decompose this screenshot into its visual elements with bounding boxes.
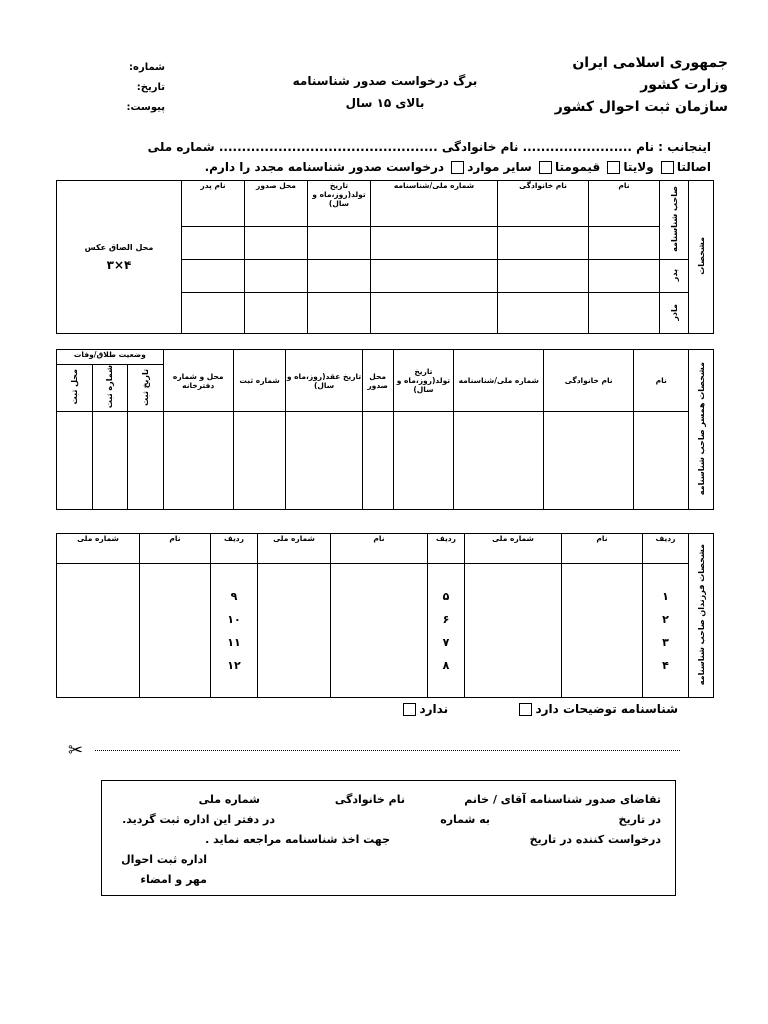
t2-status-date: تاریخ ثبت: [128, 365, 164, 412]
form-title: برگ درخواست صدور شناسنامه: [292, 74, 478, 88]
receipt-line2-b: به شماره: [440, 813, 490, 826]
t1-father-family[interactable]: [498, 260, 589, 293]
t1-header-family: نام خانوادگی: [498, 181, 589, 227]
table-spouse: [56, 349, 714, 510]
receipt-box: [101, 780, 676, 896]
receipt-line1-b: نام خانوادگی: [334, 793, 405, 806]
row-number: ۴: [662, 658, 669, 672]
t3-row-numbers-2: [428, 564, 465, 698]
notes-no-label: ندارد: [419, 702, 449, 716]
row-label-owner: صاحب شناسنامه: [660, 181, 689, 260]
notes-no-checkbox[interactable]: [403, 703, 416, 716]
t2-header-notary: محل و شماره دفترخانه: [163, 350, 233, 412]
t2-cell-reg-number[interactable]: [233, 412, 285, 510]
t1-header-id: شماره ملی/شناسنامه: [371, 181, 498, 227]
t3-names-3[interactable]: [140, 564, 211, 698]
t3-header-id-1: شماره ملی: [465, 534, 562, 564]
table2-section-label: مشخصات همسر صاحب شناسنامه: [696, 361, 706, 496]
photo-label: محل الصاق عکس: [84, 242, 154, 252]
opt-guardian-checkbox[interactable]: [607, 161, 620, 174]
t1-mother-id[interactable]: [371, 293, 498, 334]
applicant-line: اینجانب : نام ........................ نام خانوادگی ................................................ شماره ملی: [147, 140, 711, 154]
t2-cell-status-date[interactable]: [128, 412, 164, 510]
row-number: ۹: [230, 589, 238, 603]
t1-father-name[interactable]: [589, 260, 660, 293]
row-number: ۱۱: [227, 635, 241, 649]
t1-owner-name[interactable]: [589, 227, 660, 260]
t2-cell-status-place[interactable]: [57, 412, 93, 510]
t1-father-id[interactable]: [371, 260, 498, 293]
t3-names-2[interactable]: [331, 564, 428, 698]
request-type-line: [205, 160, 711, 174]
org-line-1: جمهوری اسلامی ایران: [572, 55, 728, 71]
t3-header-row-1: ردیف: [643, 534, 689, 564]
receipt-line3-b: جهت اخذ شناسنامه مراجعه نماید .: [205, 833, 390, 846]
t3-header-id-2: شماره ملی: [258, 534, 331, 564]
t3-header-name-3: نام: [140, 534, 211, 564]
table2-section-label-cell: [689, 350, 714, 510]
org-line-3: سازمان ثبت احوال کشور: [554, 99, 728, 115]
t2-cell-status-number[interactable]: [92, 412, 128, 510]
t2-status-place: محل ثبت: [57, 365, 93, 412]
t1-owner-issue-place[interactable]: [245, 227, 308, 260]
t3-header-name-1: نام: [562, 534, 643, 564]
opt-other-checkbox[interactable]: [451, 161, 464, 174]
t3-ids-1[interactable]: [465, 564, 562, 698]
opt-guardian-label: ولایتا: [623, 160, 654, 174]
receipt-line2-a: در تاریخ: [618, 813, 661, 826]
row-number: ۱۲: [227, 658, 241, 672]
t3-row-numbers-3: [211, 564, 258, 698]
t2-status-number: شماره ثبت: [92, 365, 128, 412]
row-label-father: پدر: [660, 260, 689, 293]
t1-owner-birthdate[interactable]: [308, 227, 371, 260]
t2-header-family: نام خانوادگی: [544, 350, 634, 412]
opt-self-checkbox[interactable]: [661, 161, 674, 174]
opt-self-label: اصالتا: [676, 160, 711, 174]
notes-line: [400, 702, 678, 716]
receipt-line2-c: در دفتر این اداره ثبت گردید.: [122, 813, 275, 826]
t1-owner-family[interactable]: [498, 227, 589, 260]
t1-mother-birthdate[interactable]: [308, 293, 371, 334]
t2-header-name: نام: [634, 350, 689, 412]
t3-header-id-3: شماره ملی: [57, 534, 140, 564]
t1-header-name: نام: [589, 181, 660, 227]
request-text: درخواست صدور شناسنامه مجدد را دارم.: [204, 160, 445, 174]
notes-label: شناسنامه توضیحات دارد: [535, 702, 678, 716]
t2-cell-issue-place[interactable]: [362, 412, 393, 510]
receipt-line1-a: تقاضای صدور شناسنامه آقای / خانم: [464, 793, 661, 806]
t2-header-status: وضعیت طلاق/وفات: [57, 350, 164, 365]
opt-other-label: سایر موارد: [467, 160, 532, 174]
scissors-icon: ✂: [68, 740, 84, 761]
opt-custodian-label: قیمومتا: [555, 160, 601, 174]
t1-mother-family[interactable]: [498, 293, 589, 334]
photo-size: ۴×۳: [106, 257, 132, 272]
row-number: ۶: [442, 612, 450, 626]
notes-yes-checkbox[interactable]: [519, 703, 532, 716]
table-children: [56, 533, 714, 698]
t1-header-issue-place: محل صدور: [245, 181, 308, 227]
row-number: ۳: [662, 635, 669, 649]
t2-cell-notary[interactable]: [163, 412, 233, 510]
t1-owner-id[interactable]: [371, 227, 498, 260]
t3-header-row-2: ردیف: [428, 534, 465, 564]
t3-header-row-3: ردیف: [211, 534, 258, 564]
row-number: ۵: [442, 589, 450, 603]
t2-header-birthdate: تاریخ تولد(روز،ماه و سال): [393, 350, 454, 412]
t2-cell-birthdate[interactable]: [393, 412, 454, 510]
t2-header-reg-number: شماره ثبت: [233, 350, 285, 412]
t1-owner-father[interactable]: [182, 227, 245, 260]
meta-attachment: پیوست:: [126, 102, 165, 113]
t2-cell-marriage-date[interactable]: [286, 412, 362, 510]
receipt-line3-a: درخواست کننده در تاریخ: [529, 833, 661, 846]
organization-header: [528, 52, 728, 118]
table3-section-label-cell: [689, 534, 714, 698]
opt-custodian-checkbox[interactable]: [539, 161, 552, 174]
row-number: ۱۰: [227, 612, 241, 626]
form-title-block: [270, 70, 500, 114]
t1-father-issue-place[interactable]: [245, 260, 308, 293]
t3-row-numbers-1: [643, 564, 689, 698]
t1-father-birthdate[interactable]: [308, 260, 371, 293]
row-number: ۱: [662, 589, 669, 603]
t1-header-father-name: نام پدر: [182, 181, 245, 227]
table1-section-label-cell: [689, 181, 714, 334]
table1-section-label: مشخصات: [696, 237, 706, 275]
form-subtitle: بالای ۱۵ سال: [345, 96, 425, 110]
cut-line: [95, 750, 680, 751]
meta-number: شماره:: [129, 62, 165, 73]
t2-cell-name[interactable]: [634, 412, 689, 510]
t1-header-birthdate: تاریخ تولد(روز،ماه و سال): [308, 181, 371, 227]
row-number: ۷: [442, 635, 450, 649]
t2-header-id: شماره ملی/شناسنامه: [454, 350, 544, 412]
t3-names-1[interactable]: [562, 564, 643, 698]
meta-date: تاریخ:: [136, 82, 165, 93]
org-line-2: وزارت کشور: [640, 77, 728, 93]
row-label-mother: مادر: [660, 293, 689, 334]
table-owner-parents: [56, 180, 714, 334]
t3-ids-2[interactable]: [258, 564, 331, 698]
t1-mother-father[interactable]: [182, 293, 245, 334]
t2-cell-family[interactable]: [544, 412, 634, 510]
row-number: ۲: [662, 612, 669, 626]
t1-mother-name[interactable]: [589, 293, 660, 334]
receipt-office: اداره ثبت احوال: [121, 853, 207, 866]
row-number: ۸: [442, 658, 450, 672]
t1-father-father[interactable]: [182, 260, 245, 293]
form-meta: [95, 58, 165, 118]
t3-header-name-2: نام: [331, 534, 428, 564]
t2-header-marriage-date: تاریخ عقد(روز،ماه و سال): [286, 350, 362, 412]
receipt-seal: مهر و امضاء: [140, 873, 207, 886]
photo-area: [57, 181, 182, 334]
t1-mother-issue-place[interactable]: [245, 293, 308, 334]
t2-cell-id[interactable]: [454, 412, 544, 510]
t3-ids-3[interactable]: [57, 564, 140, 698]
table3-section-label: مشخصات فرزندان صاحب شناسنامه: [696, 543, 706, 686]
t2-header-issue-place: محل صدور: [362, 350, 393, 412]
receipt-line1-c: شماره ملی: [198, 793, 260, 806]
